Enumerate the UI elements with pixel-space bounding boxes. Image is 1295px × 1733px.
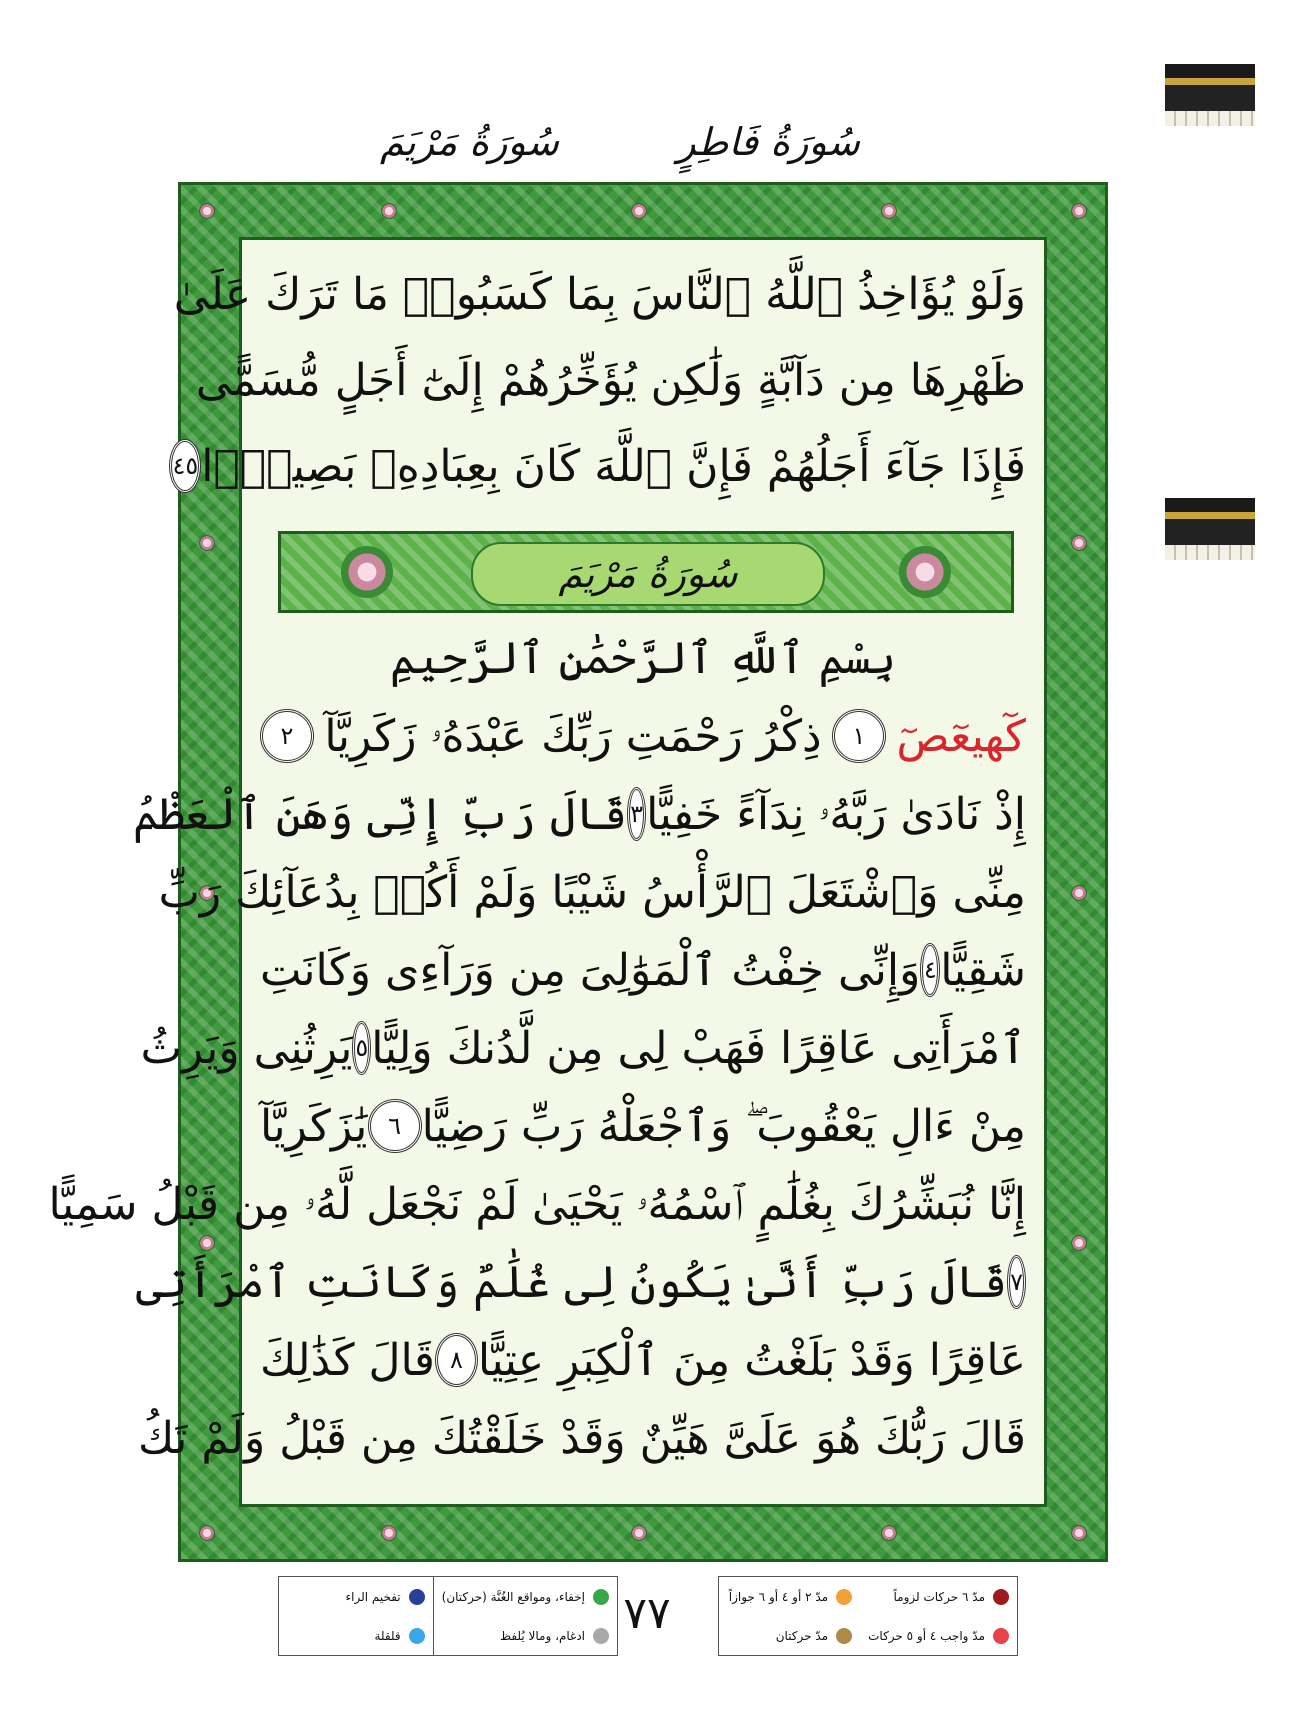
verse-line xyxy=(260,1320,1026,1400)
ayah-marker-1: ١ xyxy=(832,709,886,763)
verse-line xyxy=(140,1008,1026,1088)
surah-name-maryam: سُورَةُ مَرْيَمَ xyxy=(380,120,559,164)
rose-ornament-icon xyxy=(341,546,393,598)
legend-item xyxy=(433,1577,617,1616)
ornamental-frame xyxy=(48,182,1108,1562)
verse-text: مِنْ ءَالِ يَعْقُوبَ ۖ وَٱجْعَلْهُ رَبِّ رَضِيًّا xyxy=(421,1100,1026,1152)
frame-flower-icon xyxy=(881,203,897,219)
tajweed-legend-left xyxy=(278,1576,618,1656)
legend-color-dot xyxy=(836,1628,852,1644)
ayah-marker-7: ٧ xyxy=(1007,1255,1026,1309)
verse-text: قَالَ رَبُّكَ هُوَ عَلَىَّ هَيِّنٌ وَقَدْ خَلَقْتُكَ مِن قَبْلُ وَلَمْ تَكُ xyxy=(138,1412,1026,1464)
page-number: ٧٧ xyxy=(623,1588,671,1639)
surah-title: سُورَةُ مَرْيَمَ xyxy=(471,542,825,606)
verse-line xyxy=(132,774,1026,854)
kaaba-marker-middle xyxy=(1165,498,1255,560)
ayah-marker-4: ٤ xyxy=(920,943,940,997)
legend-item xyxy=(719,1577,860,1616)
frame-flower-icon xyxy=(381,203,397,219)
verse-line xyxy=(138,1398,1026,1478)
surah-name-fatir: سُورَةُ فَاطِرٍ xyxy=(677,120,860,164)
verse-text: قَالَ رَبِّ إِنِّى وَهَنَ ٱلْعَظْمُ xyxy=(132,788,628,840)
legend-item xyxy=(860,1616,1017,1655)
frame-flower-icon xyxy=(1071,1235,1087,1251)
ayah-marker-6: ٦ xyxy=(368,1099,422,1153)
verse-text: يَرِثُنِى وَيَرِثُ xyxy=(140,1022,353,1074)
legend-color-dot xyxy=(409,1628,425,1644)
verse-text: إِذْ نَادَىٰ رَبَّهُۥ نِدَآءً خَفِيًّا xyxy=(646,788,1026,840)
ayah-marker-8: ٨ xyxy=(435,1333,478,1387)
frame-flower-icon xyxy=(199,203,215,219)
legend-item xyxy=(719,1616,860,1655)
frame-flower-icon xyxy=(1071,1525,1087,1541)
legend-label: مدّ واجب ٤ أو ٥ حركات xyxy=(868,1628,985,1643)
verse-text: مِنِّى وَٱشْتَعَلَ ٱلرَّأْسُ شَيْبًا وَلَمْ أَكُنۢ بِدُعَآئِكَ رَبِّ xyxy=(158,866,1026,918)
frame-flower-icon xyxy=(199,1525,215,1541)
text-panel xyxy=(48,237,1047,1507)
kaaba-marker-top xyxy=(1165,64,1255,126)
verse-line xyxy=(173,254,1026,334)
legend-color-dot xyxy=(836,1589,852,1605)
verse-text: يَٰزَكَرِيَّآ xyxy=(260,1100,368,1152)
legend-label: مدّ ٢ أو ٤ أو ٦ جوازاً xyxy=(728,1589,829,1604)
muqattaat: كٓهيعٓصٓ xyxy=(896,710,1026,762)
verse-text: ٱمْرَأَتِى عَاقِرًا فَهَبْ لِى مِن لَّدُنكَ وَلِيًّا xyxy=(371,1022,1026,1074)
legend-item xyxy=(860,1577,1017,1616)
verse-text: قَالَ رَبِّ أَنَّىٰ يَكُونُ لِى غُلَٰمٌ وَكَانَتِ ٱمْرَأَتِى xyxy=(135,1256,1008,1308)
rose-ornament-icon xyxy=(899,546,951,598)
page-header xyxy=(380,112,860,172)
legend-color-dot xyxy=(409,1589,425,1605)
frame-flower-icon xyxy=(631,203,647,219)
tajweed-legend-right xyxy=(718,1576,1018,1656)
verse-text: فَإِذَا جَآءَ أَجَلُهُمْ فَإِنَّ ٱللَّهَ كَانَ بِعِبَادِهِۦ بَصِيرًۢا xyxy=(201,440,1026,492)
verse-text: شَقِيًّا xyxy=(940,944,1026,996)
verse-line xyxy=(158,852,1026,932)
verse-line xyxy=(260,1086,1026,1166)
verse-text: وَلَوْ يُؤَاخِذُ ٱللَّهُ ٱلنَّاسَ بِمَا كَسَبُوا۟ مَا تَرَكَ عَلَىٰ xyxy=(173,268,1026,320)
frame-flower-icon xyxy=(381,1525,397,1541)
ayah-marker-5: ٥ xyxy=(352,1021,371,1075)
verse-line xyxy=(195,340,1026,420)
legend-label: قلقلة xyxy=(374,1628,401,1643)
legend-item xyxy=(279,1577,433,1616)
basmala: بِسْمِ ٱللَّهِ ٱلرَّحْمَٰنِ ٱلرَّحِيمِ xyxy=(389,632,897,684)
surah-banner xyxy=(278,531,1014,613)
verse-text: إِنَّا نُبَشِّرُكَ بِغُلَٰمٍ ٱسْمُهُۥ يَحْيَىٰ لَمْ نَجْعَل لَّهُۥ مِن قَبْلُ سَمِيًّا xyxy=(48,1178,1026,1230)
legend-label: إخفاء، ومواقع الغُنَّة (حركتان) xyxy=(441,1589,585,1604)
verse-line xyxy=(260,930,1026,1010)
legend-color-dot xyxy=(993,1628,1009,1644)
frame-flower-icon xyxy=(199,1235,215,1251)
legend-label: تفخيم الراء xyxy=(345,1589,401,1604)
legend-color-dot xyxy=(993,1589,1009,1605)
legend-item xyxy=(433,1616,617,1655)
frame-flower-icon xyxy=(1071,535,1087,551)
verse-line xyxy=(135,1242,1026,1322)
legend-item xyxy=(279,1616,433,1655)
frame-flower-icon xyxy=(881,1525,897,1541)
frame-flower-icon xyxy=(1071,203,1087,219)
verse-text: وَإِنِّى خِفْتُ ٱلْمَوَٰلِىَ مِن وَرَآءِى وَكَانَتِ xyxy=(260,944,921,996)
legend-label: ادغام، ومالا يُلفظ xyxy=(499,1628,585,1643)
legend-label: مدّ ٦ حركات لزوماً xyxy=(893,1589,985,1604)
verse-line xyxy=(48,1164,1026,1244)
ayah-marker-2: ٢ xyxy=(260,709,314,763)
frame-flower-icon xyxy=(199,535,215,551)
verse-text: عَاقِرًا وَقَدْ بَلَغْتُ مِنَ ٱلْكِبَرِ عِتِيًّا xyxy=(477,1334,1026,1386)
frame-flower-icon xyxy=(631,1525,647,1541)
ayah-marker-3: ٣ xyxy=(627,787,646,841)
verse-line xyxy=(172,426,1026,506)
verse-line xyxy=(260,696,1026,776)
frame-flower-icon xyxy=(1071,885,1087,901)
verse-text: قَالَ كَذَٰلِكَ xyxy=(260,1334,435,1386)
verse-text: ظَهْرِهَا مِن دَآبَّةٍ وَلَٰكِن يُؤَخِّرُهُمْ إِلَىٰٓ أَجَلٍ مُّسَمًّى xyxy=(195,354,1026,406)
basmala-line xyxy=(260,618,1026,698)
verse-text: ذِكْرُ رَحْمَتِ رَبِّكَ عَبْدَهُۥ زَكَرِيَّآ xyxy=(324,710,822,762)
ayah-marker-45: ٤٥ xyxy=(169,439,201,493)
legend-label: مدّ حركتان xyxy=(775,1628,829,1643)
